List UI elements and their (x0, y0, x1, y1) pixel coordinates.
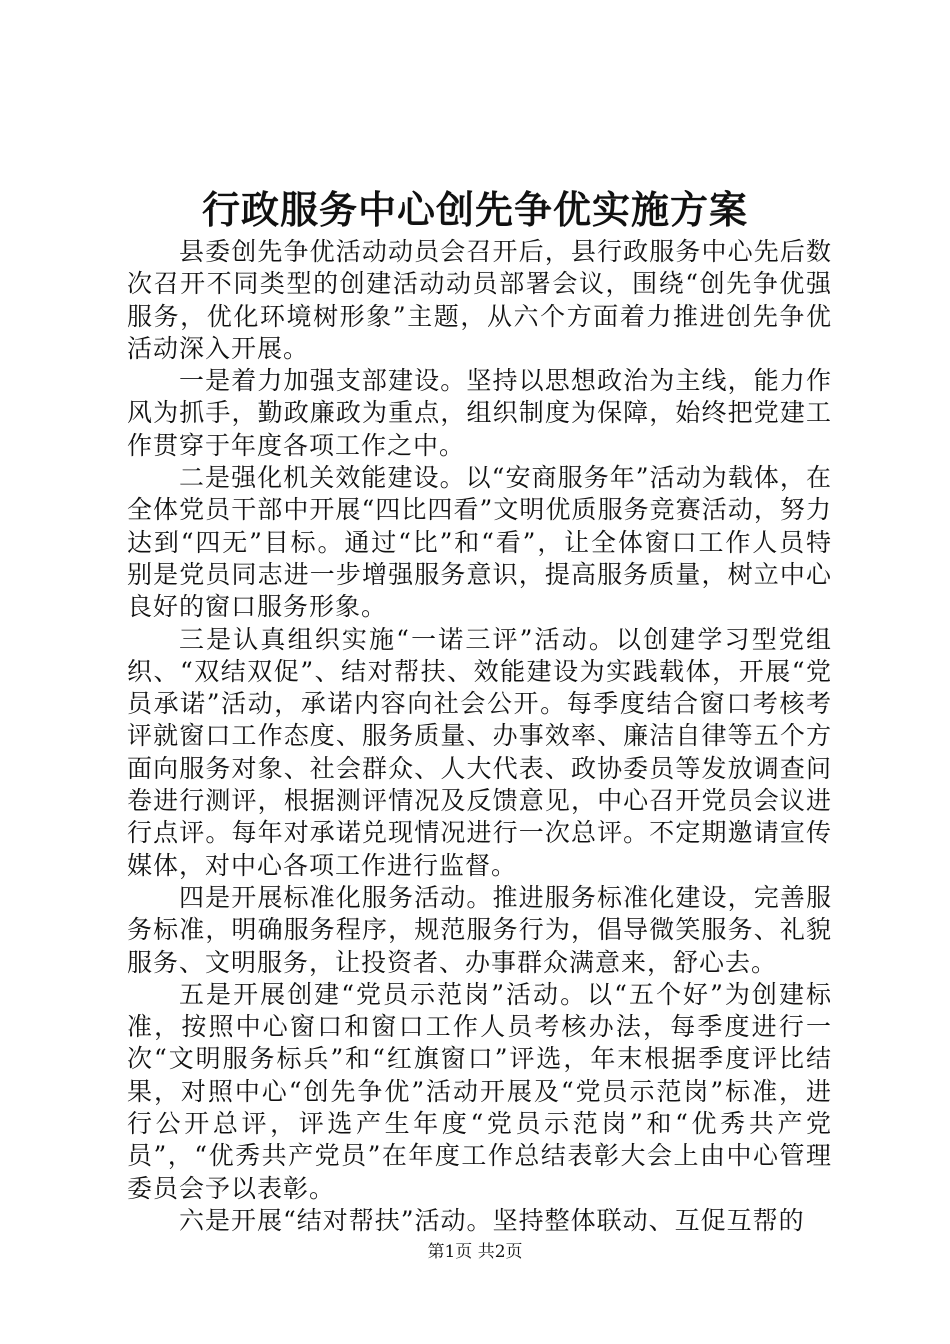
paragraph-intro: 县委创先争优活动动员会召开后，县行政服务中心先后数次召开不同类型的创建活动动员部署会议，围绕“创先争优强服务，优化环境树形象”主题，从六个方面着力推进创先争优活动深入开展。 (127, 237, 832, 363)
document-body (127, 236, 832, 1237)
paragraph-2: 二是强化机关效能建设。以“安商服务年”活动为载体，在全体党员干部中开展“四比四看”文明优质服务竞赛活动，努力达到“四无”目标。通过“比”和“看”，让全体窗口工作人员特别是党员同志进一步增强服务意识，提高服务质量，树立中心良好的窗口服务形象。 (127, 463, 832, 622)
page-footer: 第1页 共2页 (427, 1242, 523, 1262)
paragraph-4: 四是开展标准化服务活动。推进服务标准化建设，完善服务标准，明确服务程序，规范服务行为，倡导微笑服务、礼貌服务、文明服务，让投资者、办事群众满意来，舒心去。 (127, 882, 832, 977)
document-title: 行政服务中心创先争优实施方案 (201, 187, 748, 232)
paragraph-6: 六是开展“结对帮扶”活动。坚持整体联动、互促互帮的 (179, 1205, 805, 1235)
paragraph-5: 五是开展创建“党员示范岗”活动。以“五个好”为创建标准，按照中心窗口和窗口工作人员考核办法，每季度进行一次“文明服务标兵”和“红旗窗口”评选，年末根据季度评比结果，对照中心“创先争优”活动开展及“党员示范岗”标准，进行公开总评，评选产生年度“党员示范岗”和“优秀共产党员”，“优秀共产党员”在年度工作总结表彰大会上由中心管理委员会予以表彰。 (127, 979, 832, 1203)
paragraph-3: 三是认真组织实施“一诺三评”活动。以创建学习型党组织、“双结双促”、结对帮扶、效能建设为实践载体，开展“党员承诺”活动，承诺内容向社会公开。每季度结合窗口考核考评就窗口工作态度、服务质量、办事效率、廉洁自律等五个方面向服务对象、社会群众、人大代表、政协委员等发放调查问卷进行测评，根据测评情况及反馈意见，中心召开党员会议进行点评。每年对承诺兑现情况进行一次总评。不定期邀请宣传媒体，对中心各项工作进行监督。 (127, 624, 832, 880)
paragraph-1: 一是着力加强支部建设。坚持以思想政治为主线，能力作风为抓手，勤政廉政为重点，组织制度为保障，始终把党建工作贯穿于年度各项工作之中。 (127, 366, 832, 460)
